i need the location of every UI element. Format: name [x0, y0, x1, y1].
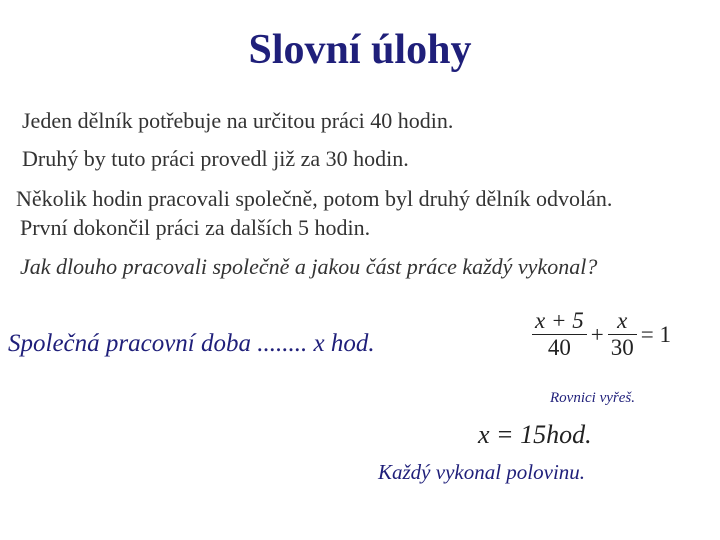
problem-question: Jak dlouho pracovali společně a jakou část práce každý vykonal? — [20, 254, 598, 279]
fraction-second — [608, 308, 637, 361]
hint-text: Rovnici vyřeš. — [550, 390, 635, 406]
problem-line-4: První dokončil práci za dalších 5 hodin. — [20, 215, 371, 240]
equation — [532, 308, 675, 361]
fraction-second-numerator: x — [608, 308, 637, 335]
fraction-first — [532, 308, 587, 361]
equals-one: = 1 — [640, 321, 671, 347]
fraction-first-numerator: x + 5 — [532, 308, 587, 335]
problem-line-3: Několik hodin pracovali společně, potom byl druhý dělník odvolán. — [16, 186, 613, 211]
problem-line-1: Jeden dělník potřebuje na určitou práci 40 hodin. — [22, 108, 454, 133]
fraction-first-denominator: 40 — [547, 335, 571, 360]
plus-sign: + — [590, 321, 604, 347]
fraction-second-denominator: 30 — [610, 335, 634, 360]
result-equation: x = 15hod. — [478, 420, 592, 449]
conclusion-text: Každý vykonal polovinu. — [378, 460, 586, 484]
problem-line-2: Druhý by tuto práci provedl již za 30 hodin. — [22, 146, 409, 171]
slide-title: Slovní úlohy — [248, 27, 472, 73]
variable-definition: Společná pracovní doba ........ x hod. — [8, 330, 375, 357]
